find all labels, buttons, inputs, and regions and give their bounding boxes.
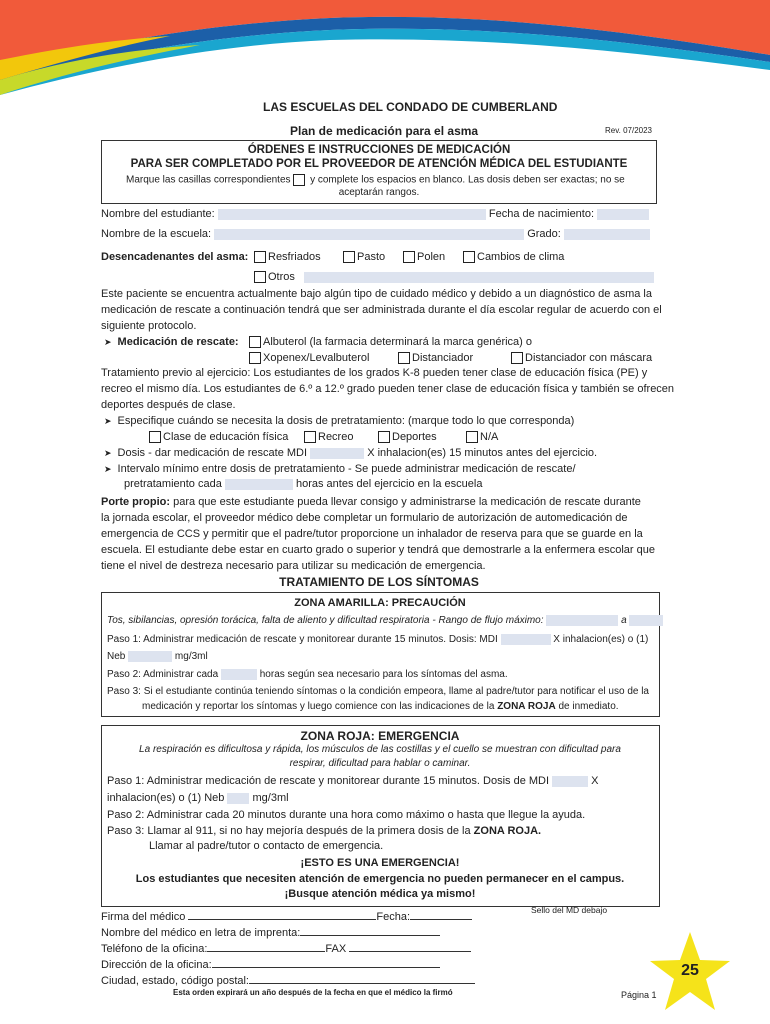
- others-field[interactable]: [304, 272, 654, 283]
- pre-recess-label: Recreo: [318, 431, 354, 443]
- colds-checkbox[interactable]: [254, 251, 266, 263]
- pre-exercise-line-2: recreo el mismo día. Los estudiantes de 6.º a 12.º grado pueden tener clase de educación física y también se ofrecen: [101, 383, 675, 395]
- yellow-symptoms: Tos, sibilancias, opresión torácica, falta de aliento y dificultad respiratoria - Rango de flujo máximo:: [107, 615, 544, 627]
- md-print-row: [101, 925, 440, 939]
- date-label: Fecha:: [376, 911, 411, 923]
- school-name-field[interactable]: [214, 229, 524, 240]
- md-signature-field[interactable]: [188, 909, 376, 920]
- trigger-grass[interactable]: [343, 251, 385, 263]
- rescue-spacer-mask[interactable]: [511, 352, 652, 364]
- carry-line-5: tiene el nivel de destreza necesario para utilizar su medicación de emergencia.: [101, 560, 486, 572]
- yellow-step-1a: Paso 1: Administrar medicación de rescate y monitorear durante 15 minutos. Dosis: MDI: [107, 634, 498, 646]
- carry-line-2: la jornada escolar, el proveedor médico debe completar un formulario de autorización de automedicación de: [101, 512, 628, 524]
- plan-title: Plan de medicación para el asma: [290, 124, 479, 138]
- grass-checkbox[interactable]: [343, 251, 355, 263]
- instructions-text-a: Marque las casillas correspondientes: [126, 174, 291, 186]
- pre-na[interactable]: [466, 431, 498, 443]
- emergency-line-1: ¡ESTO ES UNA EMERGENCIA!: [300, 857, 460, 869]
- interval-row: [104, 463, 576, 475]
- interval-text-2b: horas antes del ejercicio en la escuela: [295, 478, 483, 490]
- school-name-row: [101, 228, 650, 240]
- pre-pe[interactable]: [149, 431, 288, 443]
- trigger-others[interactable]: [254, 271, 654, 283]
- phone-field[interactable]: [207, 941, 325, 952]
- signature-row: [101, 909, 472, 923]
- sports-checkbox[interactable]: [378, 431, 390, 443]
- instructions-text-b: y complete los espacios en blanco. Las dosis deben ser exactas; no se: [310, 174, 625, 186]
- yellow-neb-field[interactable]: [128, 651, 172, 662]
- yellow-neb-unit: mg/3ml: [174, 651, 208, 663]
- xopenex-checkbox[interactable]: [249, 352, 261, 364]
- rescue-row: [104, 336, 239, 348]
- red-step-2: Paso 2: Administrar cada 20 minutos durante una hora como máximo o hasta que llegue la ayuda.: [107, 809, 586, 821]
- rescue-xopenex[interactable]: [249, 352, 369, 364]
- red-step-1b: X: [591, 775, 599, 787]
- carry-line-4: escuela. El estudiante debe estar en cuarto grado o superior y tendrá que demostrarle a la enfermera escolar que: [101, 544, 655, 556]
- pre-recess[interactable]: [304, 431, 353, 443]
- pre-sports-label: Deportes: [392, 431, 437, 443]
- red-step-1a: Paso 1: Administrar medicación de rescate y monitorear durante 15 minutos. Dosis de MDI: [107, 775, 550, 787]
- pre-na-label: N/A: [480, 431, 499, 443]
- badge-number: 25: [681, 962, 699, 979]
- trigger-grass-label: Pasto: [357, 251, 386, 263]
- specify-row: [104, 415, 574, 427]
- red-step-1-neb: [107, 792, 289, 804]
- red-neb-unit: mg/3ml: [252, 792, 289, 804]
- yellow-step-1b: X inhalacion(es) o (1): [553, 634, 649, 646]
- date-field[interactable]: [410, 909, 472, 920]
- red-step-3b: ZONA ROJA.: [473, 825, 542, 837]
- student-name-row: [101, 208, 649, 220]
- trigger-pollen[interactable]: [403, 251, 445, 263]
- school-name-label: Nombre de la escuela:: [101, 228, 212, 240]
- red-neb-label: inhalacion(es) o (1) Neb: [107, 792, 225, 804]
- yellow-step-2a: Paso 2: Administrar cada: [107, 669, 219, 681]
- pre-exercise-line-3: deportes después de clase.: [101, 399, 236, 411]
- arrow-bullet-icon: ➤: [104, 416, 112, 426]
- orders-title-2: PARA SER COMPLETADO POR EL PROVEEDOR DE ATENCIÓN MÉDICA DEL ESTUDIANTE: [130, 158, 628, 170]
- pe-checkbox[interactable]: [149, 431, 161, 443]
- albuterol-checkbox[interactable]: [249, 336, 261, 348]
- rescue-spacer-mask-label: Distanciador con máscara: [525, 352, 653, 364]
- yellow-step-1-neb: [107, 651, 208, 662]
- interval-row-2: [124, 478, 482, 490]
- city-label: Ciudad, estado, código postal:: [101, 975, 249, 987]
- address-label: Dirección de la oficina:: [101, 959, 212, 971]
- district-title: LAS ESCUELAS DEL CONDADO DE CUMBERLAND: [263, 100, 558, 114]
- protocol-line-2: medicación de rescate a continuación tendrá que ser administrada durante el día escolar regular de acuerdo con el: [101, 304, 662, 316]
- peak-flow-separator: a: [621, 615, 627, 627]
- seal-label: Sello del MD debajo: [531, 905, 608, 915]
- carry-text-1: para que este estudiante pueda llevar consigo y administrarse la medicación de rescate durante: [170, 496, 641, 508]
- rescue-label: Medicación de rescate:: [117, 336, 239, 348]
- rescue-xopenex-label: Xopenex/Levalbuterol: [263, 352, 370, 364]
- peak-flow-max-field[interactable]: [629, 615, 663, 626]
- yellow-step-2b: horas según sea necesario para los síntomas del asma.: [259, 669, 508, 681]
- page-number: Página 1: [621, 990, 657, 1000]
- city-field[interactable]: [249, 973, 475, 984]
- red-symptoms-1: La respiración es dificultosa y rápida, los músculos de las costillas y el cuello se muestran con dificultad para: [139, 744, 621, 755]
- yellow-mdi-field[interactable]: [501, 634, 551, 645]
- header-wave-banner: [0, 0, 770, 95]
- trigger-weather-label: Cambios de clima: [477, 251, 565, 263]
- rescue-albuterol[interactable]: [249, 336, 532, 348]
- address-field[interactable]: [212, 957, 440, 968]
- red-step-3: [107, 825, 541, 837]
- red-mdi-field[interactable]: [552, 776, 588, 787]
- pre-exercise-line-1: Tratamiento previo al ejercicio: Los estudiantes de los grados K-8 pueden tener clase de educación física (PE) y: [101, 367, 648, 379]
- dose-text-a: Dosis - dar medicación de rescate MDI: [117, 447, 308, 459]
- rescue-spacer-label: Distanciador: [412, 352, 474, 364]
- peak-flow-min-field[interactable]: [546, 615, 618, 626]
- arrow-bullet-icon: ➤: [104, 337, 112, 347]
- student-name-field[interactable]: [218, 209, 486, 220]
- red-symptoms-2: respirar, dificultad para hablar o caminar.: [289, 758, 471, 769]
- weather-checkbox[interactable]: [463, 251, 475, 263]
- yellow-step-1: [107, 634, 648, 645]
- grade-field[interactable]: [564, 229, 650, 240]
- phone-row: [101, 941, 471, 955]
- yellow-neb-label: Neb: [107, 651, 126, 663]
- symptoms-title: TRATAMIENTO DE LOS SÍNTOMAS: [279, 575, 479, 589]
- protocol-line-3: siguiente protocolo.: [101, 320, 197, 332]
- interval-text: Intervalo mínimo entre dosis de pretratamiento - Se puede administrar medicación de rescate/: [117, 463, 576, 475]
- pre-pe-label: Clase de educación física: [163, 431, 289, 443]
- trigger-pollen-label: Polen: [417, 251, 446, 263]
- dose-text-b: X inhalacion(es) 15 minutos antes del ejercicio.: [367, 447, 598, 459]
- yellow-step-3: Paso 3: Si el estudiante continúa teniendo síntomas o la condición empeora, llame al padre/tutor para notificar el uso de la: [107, 686, 649, 697]
- yellow-zone-title: ZONA AMARILLA: PRECAUCIÓN: [294, 597, 466, 609]
- emergency-line-3: ¡Busque atención médica ya mismo!: [284, 888, 476, 900]
- yellow-symptoms-row: [107, 615, 663, 626]
- red-step-3c: Llamar al padre/tutor o contacto de emergencia.: [149, 840, 384, 852]
- protocol-line-1: Este paciente se encuentra actualmente bajo algún tipo de cuidado médico y debido a un diagnóstico de asma la: [101, 288, 652, 300]
- city-row: [101, 973, 475, 987]
- orders-title-1: ÓRDENES E INSTRUCCIONES DE MEDICACIÓN: [247, 144, 511, 156]
- phone-label: Teléfono de la oficina:: [101, 943, 208, 955]
- yellow-step-3d: de inmediato.: [558, 701, 619, 712]
- carry-line-3: emergencia de CCS y permitir que el padre/tutor proporcione un inhalador de reserva para que se guarde en la: [101, 528, 643, 540]
- trigger-colds-label: Resfriados: [268, 251, 321, 263]
- spacer-mask-checkbox[interactable]: [511, 352, 523, 364]
- others-checkbox[interactable]: [254, 271, 266, 283]
- trigger-colds[interactable]: [254, 251, 321, 263]
- md-print-label: Nombre del médico en letra de imprenta:: [101, 927, 301, 939]
- pre-sports[interactable]: [378, 431, 437, 443]
- trigger-others-label: Otros: [268, 271, 295, 283]
- yellow-hours-field[interactable]: [221, 669, 257, 680]
- rescue-spacer[interactable]: [398, 352, 473, 364]
- instructions-line-2: aceptarán rangos.: [338, 187, 420, 198]
- md-signature-label: Firma del médico: [101, 911, 186, 923]
- instructions-line-1: [126, 174, 625, 186]
- carry-label: Porte propio:: [101, 496, 171, 508]
- arrow-bullet-icon: ➤: [104, 464, 112, 474]
- rescue-albuterol-label: Albuterol (la farmacia determinará la marca genérica) o: [263, 336, 533, 348]
- grade-label: Grado:: [527, 228, 561, 240]
- yellow-step-3-cont: [142, 701, 619, 712]
- trigger-weather[interactable]: [463, 251, 564, 263]
- expiration-note: Esta orden expirará un año después de la fecha en que el médico la firmó: [173, 988, 453, 997]
- sample-checkbox: [293, 174, 305, 186]
- carry-line-1: [101, 496, 641, 508]
- specify-text: Especifique cuándo se necesita la dosis de pretratamiento: (marque todo lo que corresponda): [117, 415, 575, 427]
- interval-hours-field[interactable]: [225, 479, 293, 490]
- dose-mdi-field[interactable]: [310, 448, 364, 459]
- interval-text-2a: pretratamiento cada: [124, 478, 222, 490]
- na-checkbox[interactable]: [466, 431, 478, 443]
- red-step-1: [107, 775, 599, 787]
- revision-label: Rev. 07/2023: [605, 126, 652, 135]
- student-name-label: Nombre del estudiante:: [101, 208, 215, 220]
- dose-row: [104, 447, 597, 459]
- red-neb-field[interactable]: [227, 793, 249, 804]
- emergency-line-2: Los estudiantes que necesiten atención de emergencia no pueden permanecer en el campus.: [135, 873, 625, 885]
- yellow-step-3b: medicación y reportar los síntomas y luego comience con las indicaciones de la: [142, 701, 495, 712]
- dob-label: Fecha de nacimiento:: [488, 208, 595, 220]
- red-step-3a: Paso 3: Llamar al 911, si no hay mejoría después de la primera dosis de la: [107, 825, 471, 837]
- recess-checkbox[interactable]: [304, 431, 316, 443]
- fax-label: FAX: [325, 943, 347, 955]
- md-print-field[interactable]: [300, 925, 440, 936]
- red-zone-ref: ZONA ROJA: [497, 701, 556, 712]
- red-zone-title: ZONA ROJA: EMERGENCIA: [300, 729, 460, 743]
- fax-field[interactable]: [349, 941, 471, 952]
- triggers-label: Desencadenantes del asma:: [101, 251, 249, 263]
- spacer-checkbox[interactable]: [398, 352, 410, 364]
- yellow-step-2: [107, 669, 508, 680]
- address-row: [101, 957, 440, 971]
- arrow-bullet-icon: ➤: [104, 448, 112, 458]
- dob-field[interactable]: [597, 209, 649, 220]
- pollen-checkbox[interactable]: [403, 251, 415, 263]
